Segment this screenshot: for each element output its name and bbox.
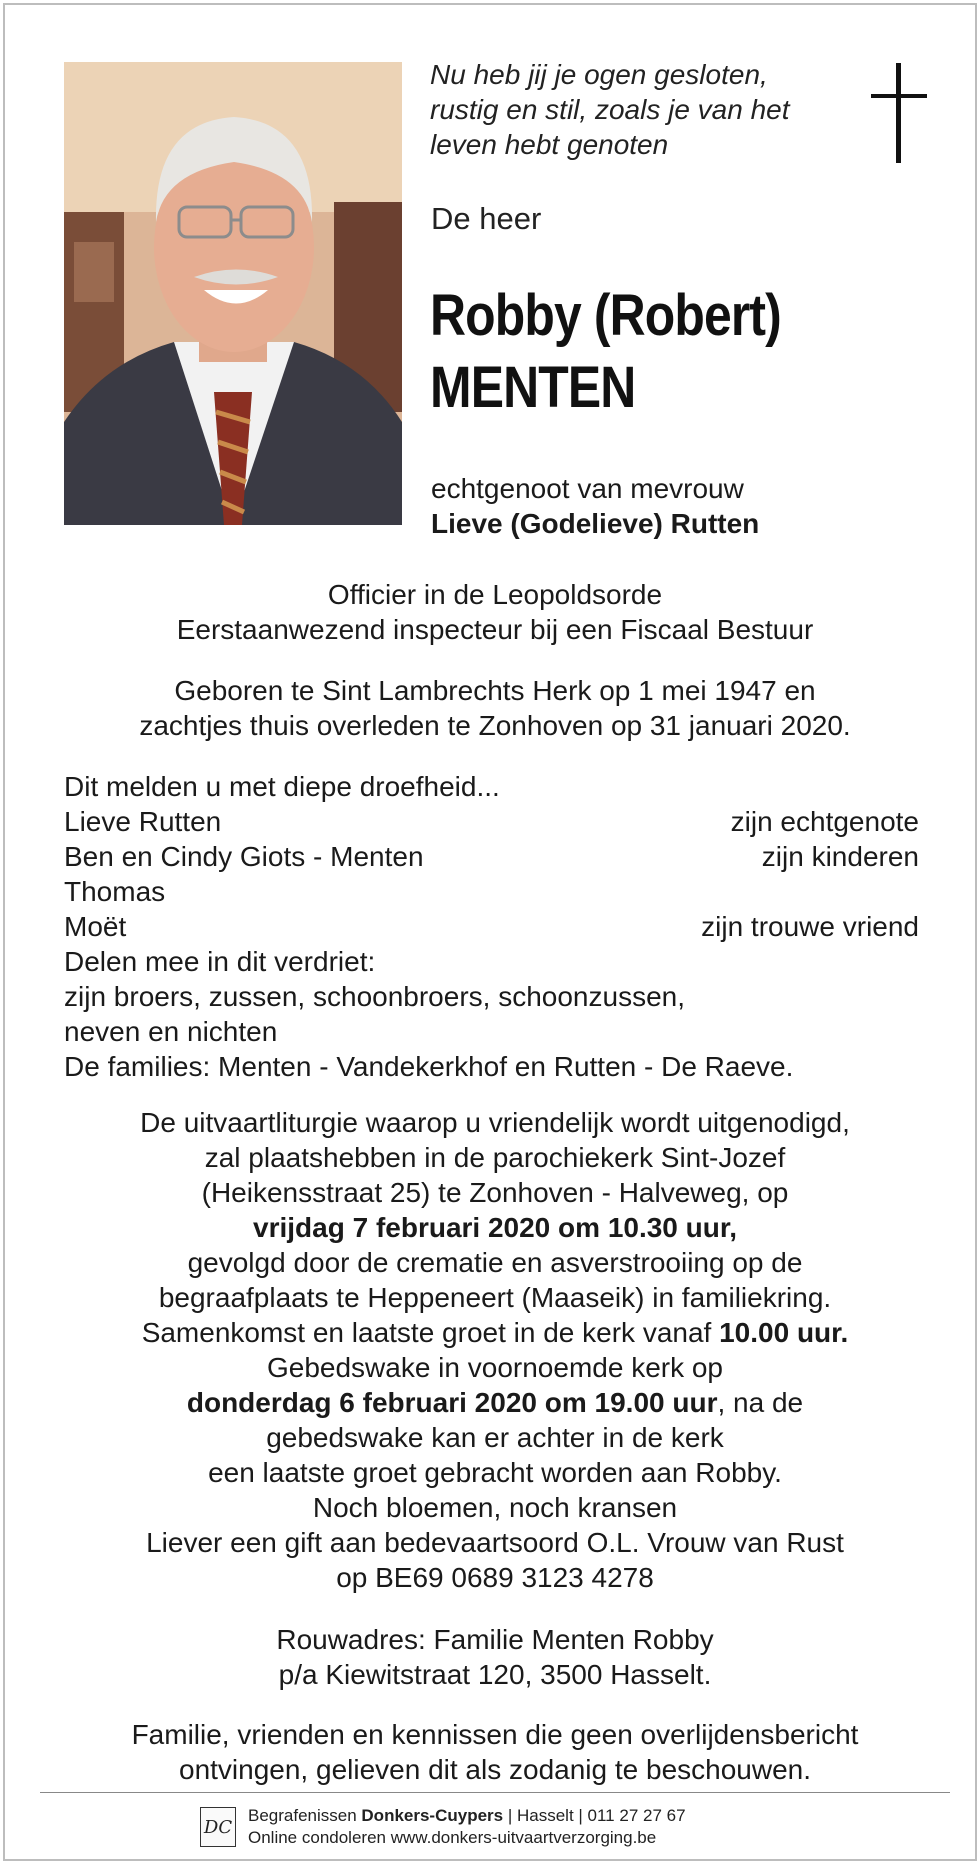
family-row bbox=[64, 909, 919, 944]
family-list bbox=[64, 769, 919, 1084]
member-name: Moët bbox=[64, 911, 127, 942]
footer-line: Begrafenissen Donkers-Cuypers | Hasselt | 011 27 27 67 bbox=[248, 1806, 686, 1825]
obituary-sheet bbox=[3, 3, 977, 1861]
closing-note bbox=[35, 1717, 955, 1787]
gathering-time: 10.00 uur. bbox=[719, 1317, 849, 1348]
ceremony-line: gevolgd door de crematie en asverstrooiing op de bbox=[187, 1247, 803, 1278]
ceremony-line: Gebedswake in voornoemde kerk op bbox=[266, 1352, 724, 1383]
ceremony-line: De uitvaartliturgie waarop u vriendelijk wordt uitgenodigd, bbox=[140, 1107, 850, 1138]
honor-line: Officier in de Leopoldsorde bbox=[327, 579, 663, 610]
ceremony-line: (Heikensstraat 25) te Zonhoven - Halveweg, op bbox=[201, 1177, 789, 1208]
ceremony-line: begraafplaats te Heppeneert (Maaseik) in familiekring. bbox=[158, 1282, 832, 1313]
spouse-name: Lieve (Godelieve) Rutten bbox=[431, 508, 760, 539]
poem-line: Nu heb jij je ogen gesloten, bbox=[430, 59, 768, 90]
footer bbox=[200, 1802, 686, 1852]
ceremony-line: gebedswake kan er achter in de kerk bbox=[266, 1422, 724, 1453]
wake-date: donderdag 6 februari 2020 om 19.00 uur bbox=[186, 1387, 718, 1418]
ceremony-line: een laatste groet gebracht worden aan Robby. bbox=[208, 1457, 782, 1488]
sharing-line: neven en nichten bbox=[64, 1016, 278, 1047]
condolence-link[interactable]: Online condoleren www.donkers-uitvaartverzorging.be bbox=[248, 1828, 657, 1847]
mourning-address bbox=[35, 1622, 955, 1692]
spouse-info bbox=[431, 471, 759, 541]
honorific: De heer bbox=[431, 201, 542, 236]
family-intro: Dit melden u met diepe droefheid... bbox=[64, 771, 500, 802]
footer-divider bbox=[40, 1792, 950, 1793]
ceremony-date: vrijdag 7 februari 2020 om 10.30 uur, bbox=[253, 1212, 737, 1243]
cross-icon bbox=[871, 63, 927, 163]
honors bbox=[35, 577, 955, 647]
closing-line: ontvingen, gelieven dit als zodanig te beschouwen. bbox=[179, 1754, 811, 1785]
sharing-line: De families: Menten - Vandekerkhof en Rutten - De Raeve. bbox=[64, 1051, 794, 1082]
deceased-name bbox=[430, 280, 781, 424]
ceremony-line: Noch bloemen, noch kransen bbox=[312, 1492, 678, 1523]
member-relation: zijn echtgenote bbox=[730, 806, 919, 837]
sharing-line: zijn broers, zussen, schoonbroers, schoonzussen, bbox=[64, 981, 685, 1012]
family-row bbox=[64, 839, 919, 874]
address-line: p/a Kiewitstraat 120, 3500 Hasselt. bbox=[278, 1659, 712, 1690]
member-name: Lieve Rutten bbox=[64, 806, 222, 837]
wake-text: , na de bbox=[717, 1387, 804, 1418]
birth-line: Geboren te Sint Lambrechts Herk op 1 mei 1947 en bbox=[174, 675, 816, 706]
death-line: zachtjes thuis overleden te Zonhoven op 31 januari 2020. bbox=[139, 710, 851, 741]
deceased-last-name: MENTEN bbox=[430, 355, 636, 420]
member-name: Ben en Cindy Giots - Menten bbox=[64, 841, 424, 872]
gathering-text: Samenkomst en laatste groet in de kerk vanaf bbox=[141, 1317, 720, 1348]
member-name: Thomas bbox=[64, 876, 166, 907]
ceremony-line bbox=[35, 1385, 955, 1420]
birth-death bbox=[35, 673, 955, 743]
poem-line: rustig en stil, zoals je van het bbox=[430, 94, 790, 125]
member-relation: zijn kinderen bbox=[761, 841, 919, 872]
ceremony-line: zal plaatshebben in de parochiekerk Sint-Jozef bbox=[204, 1142, 786, 1173]
closing-line: Familie, vrienden en kennissen die geen overlijdensbericht bbox=[131, 1719, 859, 1750]
spouse-intro: echtgenoot van mevrouw bbox=[431, 473, 744, 504]
funeral-home-logo: DC bbox=[200, 1807, 236, 1847]
portrait-photo bbox=[64, 62, 402, 525]
member-relation: zijn trouwe vriend bbox=[701, 911, 919, 942]
ceremony-line bbox=[35, 1315, 955, 1350]
family-row bbox=[64, 804, 919, 839]
address-line: Rouwadres: Familie Menten Robby bbox=[276, 1624, 714, 1655]
footer-text bbox=[248, 1805, 686, 1849]
sharing-line: Delen mee in dit verdriet: bbox=[64, 946, 376, 977]
poem-line: leven hebt genoten bbox=[430, 129, 669, 160]
ceremony-info bbox=[35, 1105, 955, 1595]
family-row bbox=[64, 874, 919, 909]
honor-line: Eerstaanwezend inspecteur bij een Fiscaal Bestuur bbox=[176, 614, 814, 645]
poem bbox=[430, 57, 860, 162]
funeral-home-name: Donkers-Cuypers bbox=[361, 1806, 504, 1825]
ceremony-line: Liever een gift aan bedevaartsoord O.L. Vrouw van Rust bbox=[146, 1527, 844, 1558]
deceased-first-name: Robby (Robert) bbox=[430, 283, 781, 348]
ceremony-line: op BE69 0689 3123 4278 bbox=[336, 1562, 654, 1593]
